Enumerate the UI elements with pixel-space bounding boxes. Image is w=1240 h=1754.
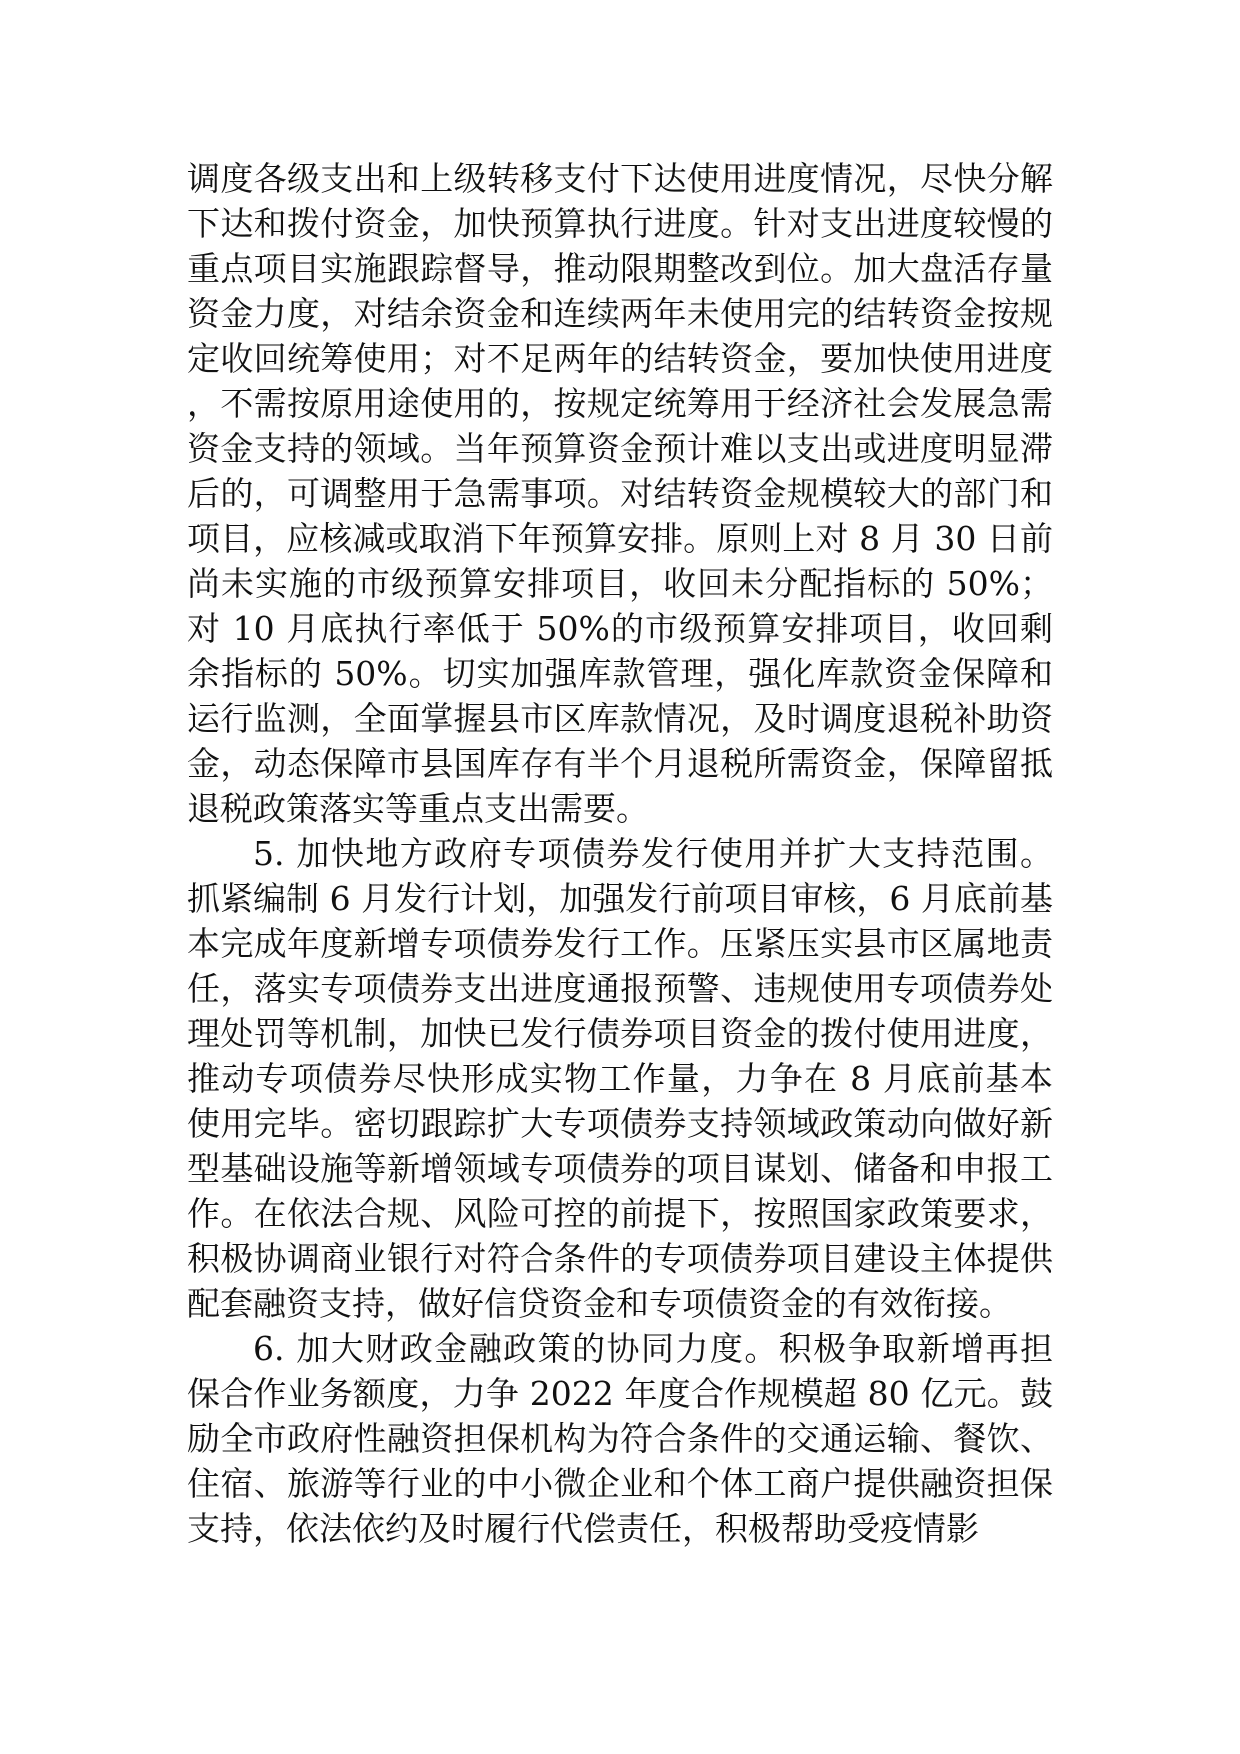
paragraph-budget-execution: 调度各级支出和上级转移支付下达使用进度情况，尽快分解下达和拨付资金，加快预算执行进度。针对支出进度较慢的重点项目实施跟踪督导，推动限期整改到位。加大盘活存量资金力度，对结余资金和连续两年未使用完的结转资金按规定收回统筹使用；对不足两年的结转资金，要加快使用进度，不需按原用途使用的，按规定统筹用于经济社会发展急需资金支持的领域。当年预算资金预计难以支出或进度明显滞后的，可调整用于急需事项。对结转资金规模较大的部门和项目，应核减或取消下年预算安排。原则上对 8 月 30 日前尚未实施的市级预算安排项目，收回未分配指标的 50%；对 10 月底执行率低于 50%的市级预算安排项目，收回剩余指标的 50%。切实加强库款管理，强化库款资金保障和运行监测，全面掌握县市区库款情况，及时调度退税补助资金，动态保障市县国库存有半个月退税所需资金，保障留抵退税政策落实等重点支出需要。 [187, 159, 1053, 828]
document-body [187, 156, 1053, 1551]
paragraph-special-bonds: 5. 加快地方政府专项债券发行使用并扩大支持范围。抓紧编制 6 月发行计划，加强发行前项目审核，6 月底前基本完成年度新增专项债券发行工作。压紧压实县市区属地责任，落实专项债券支出进度通报预警、违规使用专项债券处理处罚等机制，加快已发行债券项目资金的拨付使用进度，推动专项债券尽快形成实物工作量，力争在 8 月底前基本使用完毕。密切跟踪扩大专项债券支持领域政策动向做好新型基础设施等新增领域专项债券的项目谋划、储备和申报工作。在依法合规、风险可控的前提下，按照国家政策要求，积极协调商业银行对符合条件的专项债券项目建设主体提供配套融资支持，做好信贷资金和专项债资金的有效衔接。 [187, 834, 1053, 1323]
paragraph-fiscal-finance-coordination: 6. 加大财政金融政策的协同力度。积极争取新增再担保合作业务额度，力争 2022 年度合作规模超 80 亿元。鼓励全市政府性融资担保机构为符合条件的交通运输、餐饮、住宿、旅游等行业的中小微企业和个体工商户提供融资担保支持，依法依约及时履行代偿责任，积极帮助受疫情影 [187, 1329, 1053, 1548]
